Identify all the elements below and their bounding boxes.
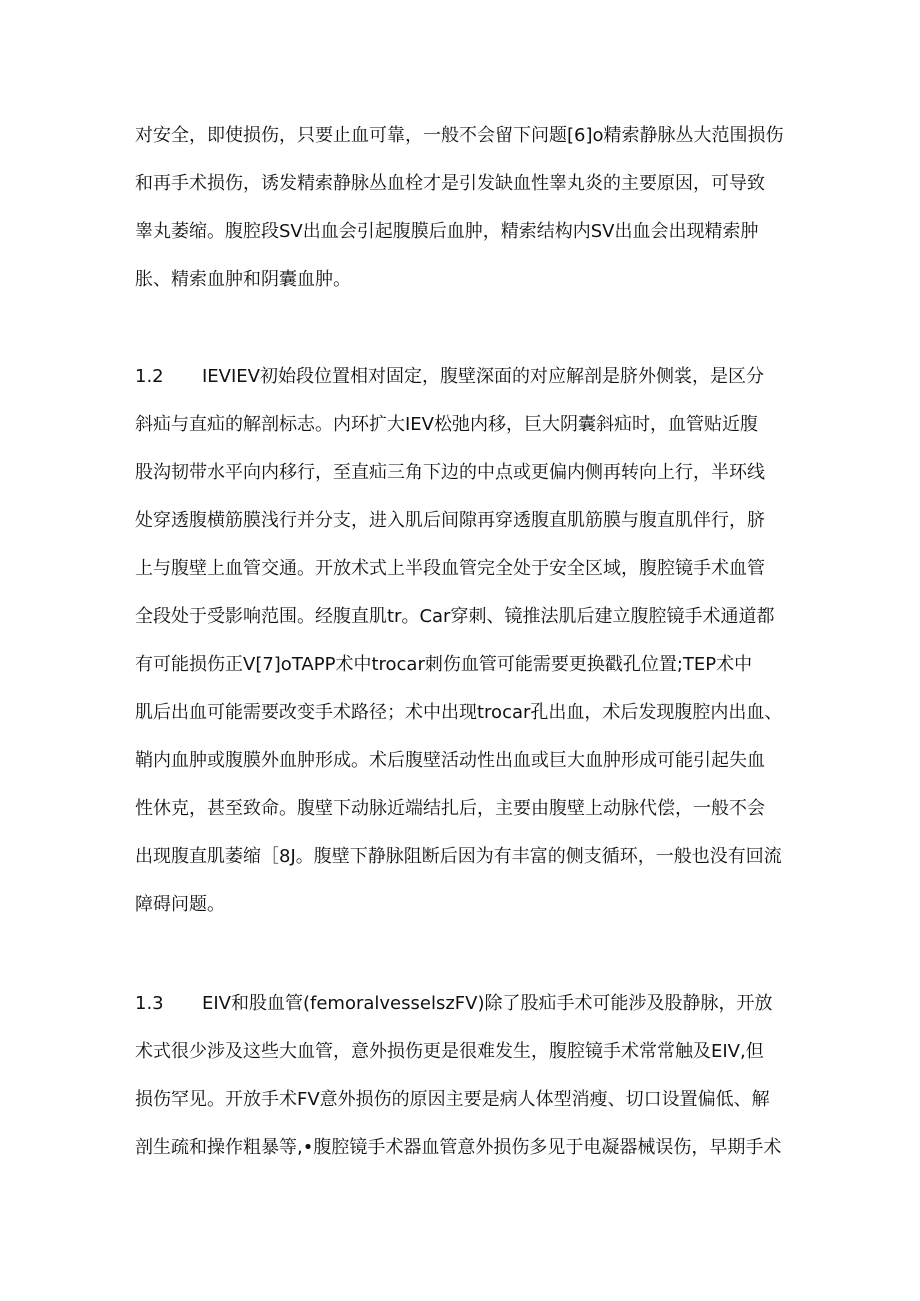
paragraph-1-line-2: 和再手术损伤，诱发精索静脉丛血栓才是引发缺血性睾丸炎的主要原因，可导致 bbox=[135, 173, 765, 194]
section-1-2-line-5: 上与腹壁上血管交通。开放术式上半段血管完全处于安全区域，腹腔镜手术血管 bbox=[135, 558, 765, 579]
section-1-3-line-2: 术式很少涉及这些大血管，意外损伤更是很难发生，腹腔镜手术常常触及EIV,但 bbox=[135, 1041, 764, 1062]
paragraph-1-line-4: 胀、精索血肿和阴囊血肿。 bbox=[135, 269, 351, 290]
section-1-2-line-10: 性休克，甚至致命。腹壁下动脉近端结扎后，主要由腹壁上动脉代偿，一般不会 bbox=[135, 798, 765, 819]
section-1-2-line-8: 肌后出血可能需要改变手术路径；术中出现trocar孔出血，术后发现腹腔内出血、 bbox=[135, 702, 783, 723]
section-1-2-line-1 bbox=[135, 365, 795, 389]
section-text: EIV和股血管(femoralvesselszFV)除了股疝手术可能涉及股静脉，开放 bbox=[202, 993, 773, 1014]
section-1-2-line-9: 鞘内血肿或腹膜外血肿形成。术后腹壁活动性出血或巨大血肿形成可能引起失血 bbox=[135, 750, 765, 771]
section-1-3-line-1 bbox=[135, 992, 795, 1016]
section-1-2-line-6: 全段处于受影响范围。经腹直肌tr。Car穿刺、镜推法肌后建立腹腔镜手术通道都 bbox=[135, 606, 775, 627]
section-text: IEVIEV初始段位置相对固定，腹壁深面的对应解剖是脐外侧裳，是区分 bbox=[202, 366, 764, 387]
section-1-2-line-2: 斜疝与直疝的解剖标志。内环扩大IEV松弛内移，巨大阴囊斜疝时，血管贴近腹 bbox=[135, 414, 758, 435]
paragraph-1-line-3: 睾丸萎缩。腹腔段SV出血会引起腹膜后血肿，精索结构内SV出血会出现精索肿 bbox=[135, 221, 759, 242]
section-1-2-line-3: 股沟韧带水平向内移行，至直疝三角下边的中点或更偏内侧再转向上行，半环线 bbox=[135, 462, 765, 483]
section-1-2-line-12: 障碍问题。 bbox=[135, 894, 225, 915]
section-1-3-line-4: 剖生疏和操作粗暴等,•腹腔镜手术器血管意外损伤多见于电凝器械误伤，早期手术 bbox=[135, 1137, 782, 1158]
section-number: 1.3 bbox=[135, 993, 164, 1014]
section-1-2-line-4: 处穿透腹横筋膜浅行并分支，进入肌后间隙再穿透腹直肌筋膜与腹直肌伴行，脐 bbox=[135, 510, 765, 531]
section-number: 1.2 bbox=[135, 366, 164, 387]
paragraph-1-line-1: 对安全，即使损伤，只要止血可靠，一般不会留下问题[6]o精索静脉丛大范围损伤 bbox=[135, 125, 784, 146]
section-1-2-line-7: 有可能损伤正V[7]oTAPP术中trocar刺伤血管可能需要更换戳孔位置;TEP术中 bbox=[135, 654, 753, 675]
section-1-3-line-3: 损伤罕见。开放手术FV意外损伤的原因主要是病人体型消瘦、切口设置偏低、解 bbox=[135, 1089, 770, 1110]
section-1-2-line-11: 出现腹直肌萎缩［8J。腹壁下静脉阻断后因为有丰富的侧支循环，一般也没有回流 bbox=[135, 846, 782, 867]
